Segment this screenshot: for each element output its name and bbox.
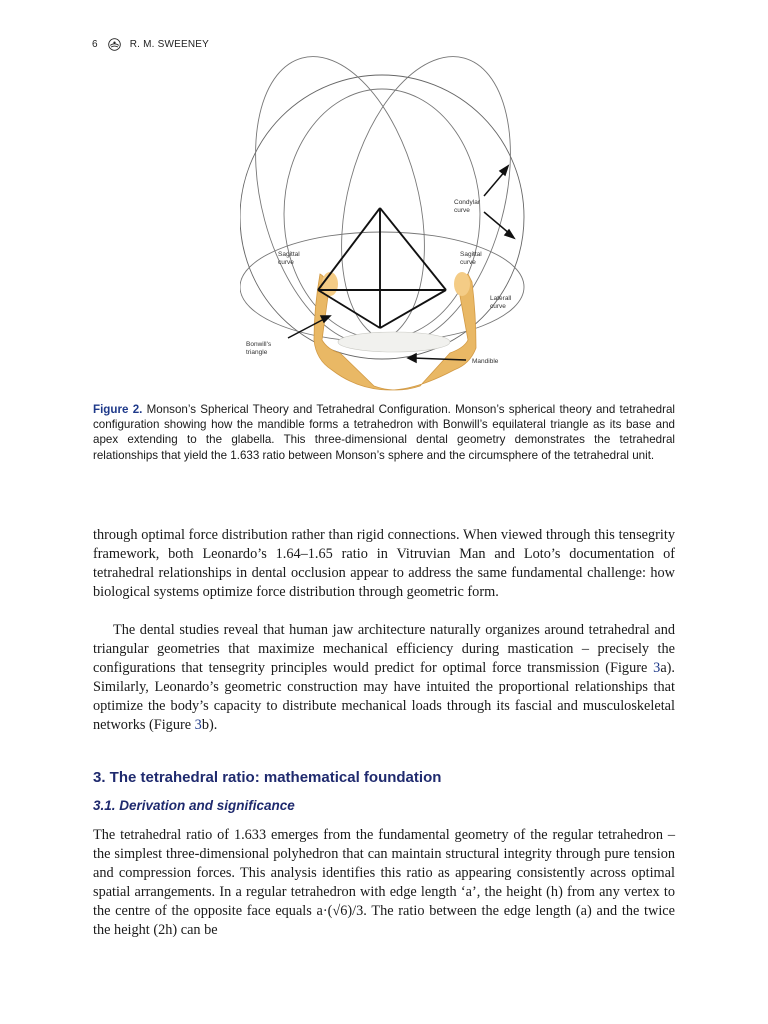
sagittal-curve-ellipse-left (240, 52, 453, 362)
label-sagittal-curve-left-2: curve (278, 259, 294, 266)
body-paragraph-3: The tetrahedral ratio of 1.633 emerges from the fundamental geometry of the regular tetrahedron – the simplest three-dimensional polyhedron that can maintain structural integrity through pure tension and compression forces. This analysis identifies this ratio as appearing consistently across optimal spatial arrangements. In a regular tetrahedron with edge length ‘a’, the height (h) from any vertex to the centre of the opposite face equals a·(√6)/3. The ratio between the edge length (a) and the twice the height (2h) can be (93, 827, 675, 938)
label-sagittal-curve-right: Sagittal (460, 251, 482, 258)
figure-3b-link[interactable]: 3 (194, 717, 202, 733)
monson-sphere-circle (240, 75, 524, 359)
label-sagittal-curve-right-2: curve (460, 259, 476, 266)
figure-caption (93, 402, 675, 463)
body-paragraph-1: through optimal force distribution rather than rigid connections. When viewed through this tensegrity framework, both Leonardo’s 1.64–1.65 ratio in Vitruvian Man and Loto’s documentation of tetrahedral relationships in dental occlusion appear to address the same fundamental challenge: how biological systems optimize force distribution through geometric form. (93, 527, 675, 600)
body-paragraph-2 (93, 621, 675, 735)
label-condylar-curve-2: curve (454, 207, 470, 214)
section-heading: 3. The tetrahedral ratio: mathematical foundation (93, 769, 442, 786)
caption-label: Figure 2. (93, 403, 143, 416)
paragraph-2-text-b: a). Similarly, Leonardo’s geometric construction may have intuited the proportional relationships that optimize the body’s capacity to distribute mechanical loads through its fascial and musculoskeletal networks (Figure (93, 660, 675, 733)
paragraph-2-text-a: The dental studies reveal that human jaw architecture naturally organizes around tetrahedral and triangular geometries that maximize mechanical efficiency during mastication – precisely the configurations that tensegrity principles would predict for optimal force transmission (Figure (93, 622, 675, 676)
label-lateral-curve: Laterall (490, 295, 512, 302)
condylar-curve-ellipse (284, 89, 480, 339)
lateral-curve-ellipse (240, 232, 524, 342)
caption-text: Monson’s Spherical Theory and Tetrahedral Configuration. Monson’s spherical theory and tetrahedral configuration showing how the mandible forms a tetrahedron with Bonwill’s equilateral triangle as its base and apex extending to the glabella. This three-dimensional dental geometry demonstrates the tetrahedral relationships that yield the 1.633 ratio between Monson’s sphere and the circumsphere of the tetrahedral unit. (93, 403, 675, 462)
label-mandible: Mandible (472, 358, 499, 365)
label-bonwills-triangle-2: triangle (246, 349, 268, 356)
figure-monson-sphere (240, 52, 530, 392)
running-head-author: R. M. SWEENEY (129, 39, 210, 50)
running-head (92, 38, 209, 51)
page-number: 6 (92, 39, 98, 50)
paragraph-2-text-c: b). (201, 717, 218, 733)
label-lateral-curve-2: curve (490, 303, 506, 310)
label-bonwills-triangle: Bonwill's (246, 341, 272, 348)
teeth-row (338, 332, 450, 352)
figure-3a-link[interactable]: 3 (653, 660, 661, 676)
right-condyle (454, 272, 470, 296)
label-condylar-curve: Condylar (454, 199, 481, 206)
monson-sphere-diagram (240, 52, 530, 392)
subsection-heading: 3.1. Derivation and significance (93, 798, 295, 813)
tetrahedron (318, 208, 446, 328)
publisher-logo-icon (108, 38, 121, 51)
label-sagittal-curve-left: Sagittal (278, 251, 300, 258)
